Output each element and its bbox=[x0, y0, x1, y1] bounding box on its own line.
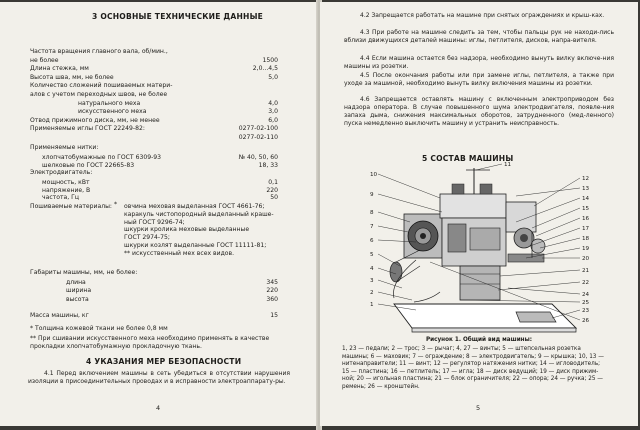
caption-line: ремень; 26 — кронштейн. bbox=[342, 384, 420, 390]
callout-line bbox=[508, 288, 580, 294]
spec-value: 18, 33 bbox=[258, 161, 278, 169]
caption-line: машины; 6 — маховик; 7 — ограждение; 8 — электродвигатель; 9 — крышка; 10, 13 — bbox=[342, 353, 604, 360]
figure-caption-title bbox=[320, 337, 638, 344]
callout-label: 23 bbox=[582, 308, 590, 314]
spec-value: 5,0 bbox=[268, 73, 278, 81]
callout-label: 3 bbox=[370, 278, 374, 284]
callout-label: 11 bbox=[504, 162, 512, 168]
callout-label: 24 bbox=[582, 292, 590, 298]
spec-value: 2,0...4,5 bbox=[252, 65, 278, 73]
spec-label: длина bbox=[66, 279, 86, 286]
caption-line: 1, 23 — педали; 2 — трос; 3 — рычаг; 4, 27 — винты; 5 — штепсельная розетка bbox=[342, 346, 581, 352]
spec-label: частота, Гц bbox=[42, 194, 79, 202]
callout-label: 26 bbox=[582, 318, 590, 324]
spec-label: алов с учетом переходных швов, не более bbox=[30, 91, 168, 98]
callout-label: 12 bbox=[582, 176, 590, 182]
footnote-2a: ** При сшивании искусственного меха необходимо применять в качестве bbox=[30, 335, 270, 342]
spec-value: № 40, 50, 60 bbox=[238, 154, 278, 161]
spec-value: 220 bbox=[266, 186, 278, 194]
callout-label: 21 bbox=[582, 268, 590, 274]
spec-label: хлопчатобумажные по ГОСТ 6309-93 bbox=[42, 154, 162, 161]
material-line: ** искусственный мех всех видов. bbox=[124, 249, 235, 257]
callout-line bbox=[540, 238, 580, 248]
threads-heading: Применяемые нитки: bbox=[30, 144, 99, 151]
callout-line bbox=[536, 218, 580, 236]
motor-icon bbox=[404, 214, 442, 258]
footnote-1: * Толщина кожевой ткани не более 0,8 мм bbox=[30, 325, 168, 332]
machine-housing bbox=[440, 194, 506, 300]
spec-label: натурального меха bbox=[78, 99, 141, 107]
caption-line: ной; 20 — игольная пластина; 21 — блок ограничителя; 22 — опора; 24 — ручка; 25 — bbox=[342, 376, 603, 383]
section-title-tech-data: 3 ОСНОВНЫЕ ТЕХНИЧЕСКИЕ ДАННЫЕ bbox=[92, 12, 264, 21]
spec-label: напряжение, В bbox=[42, 186, 91, 194]
spec-label: Отвод прижимного диска, мм, не менее bbox=[30, 116, 160, 124]
callout-label: 17 bbox=[582, 226, 590, 232]
spec-label: не более bbox=[30, 56, 59, 64]
spec-value: 220 bbox=[266, 287, 278, 295]
callout-label: 14 bbox=[582, 196, 590, 202]
sewing-head-icon bbox=[506, 202, 545, 262]
callout-line bbox=[378, 254, 400, 266]
spec-value: 6,0 bbox=[268, 116, 278, 124]
safety-paragraph-1: 4.1 Перед включением машины в сеть убедиться в отсутствии нарушения изоляции в присоединительных проводах и в исправности электроаппарату-ры. bbox=[28, 370, 290, 385]
caption-line: нитенаправители; 11 — винт; 12 — регулятор натяжения нитки; 14 — игловодитель; bbox=[342, 361, 601, 368]
callout-label: 15 bbox=[582, 206, 590, 212]
spec-value: 0277-02-110 bbox=[238, 134, 278, 141]
spec-label: ширина bbox=[66, 287, 92, 295]
spec-value: 50 bbox=[270, 194, 278, 202]
safety-paragraph-3: 4.3 При работе на машине следить за тем, чтобы пальцы рук не находи-лись вблизи движущихся деталей машины: иглы, петлителя, дисков, напра-вителя. bbox=[344, 29, 614, 44]
callout-line bbox=[530, 228, 580, 246]
callout-label: 13 bbox=[582, 186, 590, 192]
pedal-icon bbox=[516, 312, 556, 322]
right-page bbox=[320, 2, 638, 426]
spec-value: 1500 bbox=[262, 56, 278, 64]
callout-label: 20 bbox=[582, 256, 590, 262]
section-title-composition: 5 СОСТАВ МАШИНЫ bbox=[422, 154, 514, 163]
callout-label: 19 bbox=[582, 246, 590, 252]
callout-label: 10 bbox=[370, 172, 378, 178]
callout-line bbox=[378, 174, 440, 198]
callout-label: 16 bbox=[582, 216, 590, 222]
safety-paragraph-2: 4.2 Запрещается работать на машине при снятых ограждениях и крыш-ках. bbox=[360, 12, 605, 19]
callout-line bbox=[498, 282, 580, 290]
callout-line bbox=[516, 188, 580, 196]
caption-line: 15 — пластина; 16 — петлитель; 17 — игла; 18 — диск ведущий; 19 — диск прижим- bbox=[342, 368, 599, 375]
callout-label: 25 bbox=[582, 300, 590, 306]
motor-heading: Электродвигатель: bbox=[30, 169, 93, 176]
page-number-right: 5 bbox=[476, 404, 481, 412]
callout-label: 1 bbox=[370, 302, 374, 308]
mass-label: Масса машины, кг bbox=[30, 312, 89, 319]
machine-figure bbox=[320, 162, 638, 342]
spec-value: 0277-02-100 bbox=[238, 125, 278, 133]
safety-paragraph-6: 4.6 Запрещается оставлять машину с включенным электроприводом без надзора оператора. В случае повышенного шума электродвигателя, появле-ния запаха дыма, снижения максимальных оборотов, затрудненного (мед-ленного) пуска немедленно выключить машину и устранить неисправность. bbox=[344, 96, 614, 127]
callout-label: 8 bbox=[370, 210, 374, 216]
spec-value: 3,0 bbox=[268, 108, 278, 116]
material-line: каракуль чистопородный выделанный краше- bbox=[124, 210, 274, 218]
material-line: шкурки козлят выделанные ГОСТ 11111-81; bbox=[124, 242, 267, 249]
callout-line bbox=[460, 300, 580, 302]
spec-label: высота bbox=[66, 295, 89, 303]
spec-label: Длина стежка, мм bbox=[30, 65, 89, 73]
footnote-2b: прокладки хлопчатобумажную прокладочную ткань. bbox=[30, 343, 202, 350]
spec-label: Высота шва, мм, не более bbox=[30, 73, 114, 81]
materials-star: * bbox=[114, 201, 118, 208]
spec-value: 4,0 bbox=[268, 99, 278, 107]
callout-label: 18 bbox=[582, 236, 590, 242]
spec-label: Количество сложений пошиваемых матери- bbox=[30, 82, 173, 90]
callout-label: 22 bbox=[582, 280, 590, 286]
callout-line bbox=[476, 164, 502, 170]
thread-stand-icon bbox=[452, 168, 492, 194]
callout-line bbox=[500, 270, 580, 276]
spec-value: 360 bbox=[266, 295, 278, 303]
spec-value: 0,1 bbox=[268, 179, 278, 186]
section-title-safety: 4 УКАЗАНИЯ МЕР БЕЗОПАСНОСТИ bbox=[86, 357, 242, 366]
spec-label: Применяемые иглы ГОСТ 22249-82: bbox=[30, 125, 145, 133]
spec-value: 345 bbox=[266, 279, 278, 286]
callout-line bbox=[534, 178, 580, 206]
callout-label: 2 bbox=[370, 290, 374, 296]
left-page bbox=[0, 2, 319, 426]
spec-label: искусственного меха bbox=[78, 108, 147, 116]
material-line: шкурки кролика меховые выделанные bbox=[124, 226, 250, 234]
safety-paragraph-5: 4.5 После окончания работы или при замене иглы, петлителя, а также при уходе за машиной, необходимо вынуть вилку включения машины из розетки. bbox=[344, 72, 614, 87]
page-number-left: 4 bbox=[156, 404, 161, 412]
callout-label: 9 bbox=[370, 192, 374, 198]
material-line: ГОСТ 2974-75; bbox=[124, 234, 170, 242]
callout-label: 4 bbox=[370, 266, 374, 272]
spec-label: шелковые по ГОСТ 22665-83 bbox=[42, 161, 135, 169]
callout-label: 6 bbox=[370, 238, 374, 244]
callout-label: 5 bbox=[370, 252, 374, 258]
spec-label: Частота вращения главного вала, об/мин., bbox=[30, 48, 168, 55]
spec-label: мощность, кВт bbox=[42, 179, 90, 186]
dims-heading: Габариты машины, мм, не более: bbox=[30, 269, 138, 276]
callout-label: 7 bbox=[370, 224, 374, 230]
callout-line bbox=[378, 226, 408, 232]
mass-value: 15 bbox=[270, 312, 278, 319]
materials-label: Пошиваемые материалы: bbox=[30, 203, 112, 210]
safety-paragraph-4: 4.4 Если машина остается без надзора, необходимо вынуть вилку включе-ния машины из розетки. bbox=[344, 55, 614, 70]
callout-line bbox=[532, 208, 580, 228]
callout-line bbox=[378, 292, 412, 300]
material-line: ный ГОСТ 9296-74; bbox=[124, 218, 185, 226]
material-line: овчина меховая выделанная ГОСТ 4661-76; bbox=[124, 203, 265, 210]
callout-line bbox=[378, 194, 442, 212]
figure-caption-title-text: Рисунок 1. Общий вид машины: bbox=[425, 337, 533, 343]
